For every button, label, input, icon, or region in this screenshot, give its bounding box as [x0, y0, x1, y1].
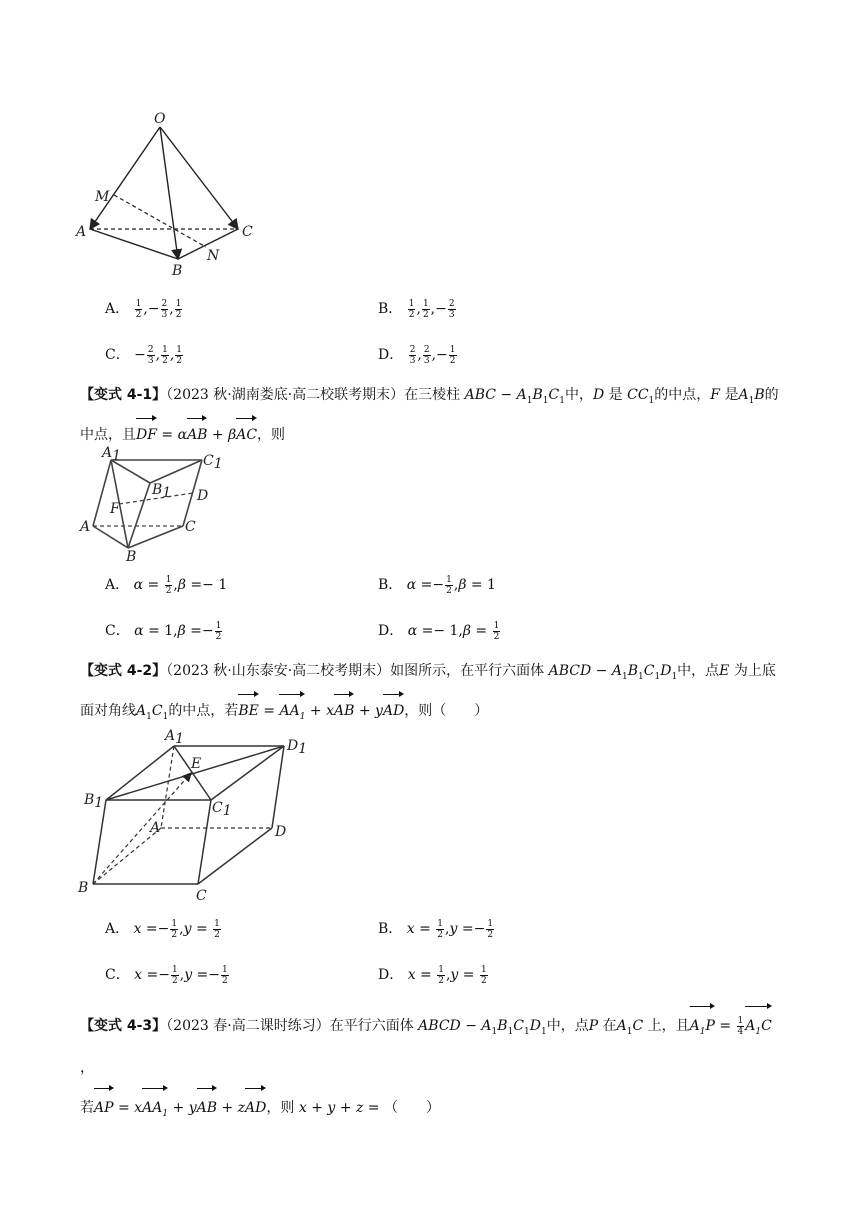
- option-b[interactable]: B． x = $\frac{1}{2}$ ,y =− $\frac{1}{2}$: [378, 918, 494, 940]
- question-4-1: 【变式 4-1】（2023 秋·湖南娄底·高二校联考期末）在三棱柱 ABC − $A_1B_1C_1$中，D 是 $CC_1$的中点，F 是$A_1B$的中点，且DF = αAB + βAC，则: [80, 380, 780, 450]
- label-D: D: [275, 824, 287, 840]
- question-tag: 【变式 4-2】: [80, 663, 167, 679]
- label-A: A: [80, 519, 91, 535]
- label-C1: C1: [203, 453, 223, 472]
- question-tag: 【变式 4-1】: [80, 387, 167, 403]
- option-a[interactable]: A． $\frac{1}{2}$ ,− $\frac{2}{3}$ , $\frac{1}{2}$: [105, 298, 182, 320]
- label-C: C: [196, 888, 207, 904]
- option-a[interactable]: A． x =− $\frac{1}{2}$ ,y = $\frac{1}{2}$: [105, 918, 220, 940]
- question-source: （2023 秋·湖南娄底·高二校联考期末）: [166, 387, 405, 403]
- option-c[interactable]: C． x =− $\frac{1}{2}$ ,y =− $\frac{1}{2}$: [105, 964, 228, 986]
- label-C1: C1: [212, 800, 232, 819]
- label-O: O: [154, 111, 166, 127]
- parallelepiped-figure: [70, 722, 315, 907]
- label-D: D: [197, 488, 209, 504]
- label-F: F: [110, 501, 120, 517]
- label-A1: A1: [102, 445, 122, 464]
- option-b[interactable]: B． $\frac{1}{2}$ , $\frac{1}{2}$ ,− $\frac{2}{3}$: [378, 298, 455, 320]
- label-A1: A1: [165, 728, 185, 747]
- label-B: B: [172, 263, 183, 279]
- label-B: B: [78, 880, 89, 896]
- option-c[interactable]: C． − $\frac{2}{3}$ , $\frac{1}{2}$ , $\frac{1}{2}$: [105, 344, 183, 366]
- label-B1: B1: [84, 792, 104, 811]
- question-4-3: 【变式 4-3】（2023 春·高二课时练习）在平行六面体 ABCD − $A_1B_1C_1D_1$中，点P 在$A_1C$ 上，且$A_1P$ = $\frac{1}{4}$ $A_1C$， 若AP = xAA$_1$ + yAB + zAD，则 x + y + z = （ ）: [80, 1004, 780, 1132]
- label-M: M: [95, 189, 110, 205]
- tetrahedron-figure: [70, 105, 270, 280]
- question-tag: 【变式 4-3】: [80, 1018, 167, 1034]
- option-c[interactable]: C． α = 1,β =− $\frac{1}{2}$: [105, 620, 222, 642]
- option-b[interactable]: B． α =− $\frac{1}{2}$ ,β = 1: [378, 574, 496, 596]
- label-E: E: [191, 756, 202, 772]
- question-source: （2023 春·高二课时练习）: [166, 1018, 330, 1034]
- label-C: C: [185, 519, 196, 535]
- label-C: C: [242, 224, 253, 240]
- label-A: A: [150, 820, 161, 836]
- prism-figure: [75, 445, 225, 563]
- label-N: N: [207, 248, 220, 264]
- option-d[interactable]: D． $\frac{2}{3}$ , $\frac{2}{3}$ ,− $\frac{1}{2}$: [378, 344, 456, 366]
- label-A: A: [76, 224, 87, 240]
- option-d[interactable]: D． α =− 1,β = $\frac{1}{2}$: [378, 620, 500, 642]
- label-B1: B1: [152, 482, 172, 501]
- question-source: （2023 秋·山东泰安·高二校考期末）: [166, 663, 391, 679]
- label-D1: D1: [287, 738, 308, 757]
- option-a[interactable]: A． α = $\frac{1}{2}$ ,β =− 1: [105, 574, 228, 596]
- question-4-2: 【变式 4-2】（2023 秋·山东泰安·高二校考期末）如图所示，在平行六面体 ABCD − $A_1B_1C_1D_1$中，点E 为上底面对角线$A_1C_1$的中点，若BE = $AA_1$ + xAB + yAD，则（ ）: [80, 656, 780, 732]
- option-d[interactable]: D． x = $\frac{1}{2}$ ,y = $\frac{1}{2}$: [378, 964, 487, 986]
- label-B: B: [126, 549, 137, 563]
